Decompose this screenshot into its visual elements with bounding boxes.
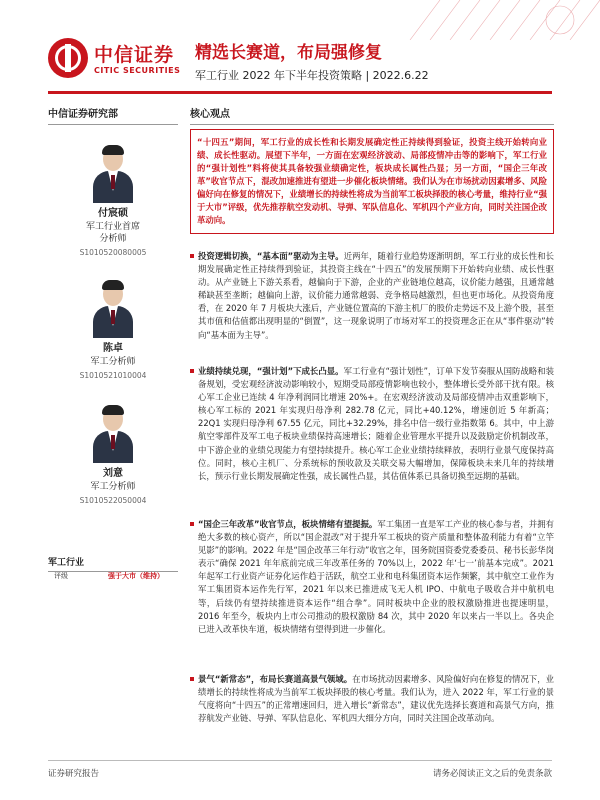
rating-key: 评级 — [54, 572, 68, 580]
header-divider — [48, 91, 552, 94]
analyst-title: 分析师 — [99, 234, 127, 244]
research-dept-title: 中信证券研究部 — [48, 105, 178, 125]
report-subtitle: 军工行业 2022 年下半年投资策略 | 2022.6.22 — [195, 69, 429, 82]
logo-en-text: CITIC SECURITIES — [94, 66, 181, 75]
footer-disclaimer-text: 请务必阅读正文之后的免责条款 — [432, 769, 552, 779]
bullet-icon — [190, 369, 194, 373]
citic-logo-icon — [48, 38, 88, 78]
analyst-license-id: S1010521010004 — [79, 371, 147, 380]
logo-cn-text: 中信证券 — [94, 44, 175, 66]
point-lead: 景气“新常态”，布局长赛道高景气领域。 — [198, 674, 353, 684]
bullet-icon — [190, 254, 194, 258]
analyst-title: 军工分析师 — [90, 482, 136, 492]
bullet-icon — [190, 522, 194, 526]
key-point — [190, 673, 554, 725]
point-text: 在市场扰动因素增多、风险偏好向在修复的情况下，业绩增长的持续性将成为当前军工板块择股的核心考量。我们认为，进入 2022 年，军工行业的景气度将向“十四五”的正常增速回归，进入增长“新常态”，建议优先选择长赛道和高景气方向，推荐航发产业链、导弹、军队信息化、军机四大细分方向，同时关注国企改革动向。 — [198, 674, 555, 724]
key-point — [190, 365, 554, 483]
analyst-license-id: S1010520080005 — [79, 248, 147, 257]
bullet-icon — [190, 677, 194, 681]
section-title: 核心观点 — [190, 105, 554, 125]
point-text: 近两年，随着行业趋势逐渐明朗，军工行业的成长性和长期发展确定性正持续得到验证，其投资主线在“十四五”的发展预期下开始转向业绩、成长性驱动。从产业链上下游关系看，越偏向于下游，企业的产业链地位越高，议价能力越强，且通常越稀缺甚至垄断；越偏向上游，议价能力通常越弱、竞争格局越激烈，但也更市场化。从投资角度看，在 2020 年 7 月板块大涨后，产业链位置高的下游主机厂的股价走势远不及上游个股，甚至其市值和估值都出现明显的“倒置”，这一现象说明了市场对军工的投资理念正在从“事件驱动”转向“基本面为主导”。 — [198, 251, 554, 340]
sector-label: 军工行业 — [48, 555, 178, 572]
report-header — [0, 0, 600, 100]
analyst-title: 军工行业首席 — [85, 222, 140, 232]
analyst-license-id: S1010522050004 — [79, 496, 147, 505]
point-lead: 投资逻辑切换，“基本面”驱动为主导。 — [198, 251, 344, 261]
point-text: 军工集团一直是军工产业的核心参与者，并拥有绝大多数的核心资产，所以“国企混改”对于提升军工板块的资产质量和整体盈利能力有着“立竿见影”的影响。2022 年是“国企改革三年行动”收官之年，国务院国资委党委委员、秘书长彭华岗表示“确保 2021 年年底前完成三年改革任务的 70%以上，2022 年‘七一’前基本完成”。2021 年起军工行业资产证券化运作趋于活跃，航空工业和电科集团资本运作频繁，其中航空工业作为军工集团资本运作先行军，2021 年以来已推进成飞无人机 IPO、中航电子吸收合并中航机电等，后续仍有望持续推进资本运作“组合拳”。同时板块中企业的股权激励推进也提速明显，2016 年至今，板块内上市公司推动的股权激励 84 次，其中 2020 年以来占一半以上。各央企已进入改革快车道，板块情绪有望得到进一步催化。 — [198, 519, 554, 634]
rating-value: 强于大市（维持） — [108, 572, 164, 580]
analyst-photo-icon — [91, 145, 135, 203]
summary-box: “十四五”期间，军工行业的成长性和长期发展确定性正持续得到验证，投资主线开始转向业绩、成长性驱动。展望下半年，一方面在宏观经济波动、局部疫情冲击等的影响下，军工行业的“强计划性”料将使其具备较强业绩确定性，板块成长属性凸显；另一方面，“国企三年改革”收官节点下，混改加速推进有望进一步催化板块情绪。我们认为在市场扰动因素增多、风险偏好向在修复的情况下，业绩增长的持续性将成为当前军工板块择股的核心考量，维持行业“强于大市”评级，优先推荐航空发动机、导弹、军队信息化、军机四个产业方向，同时关注国企改革动向。 — [190, 129, 554, 234]
footer-left-text: 证券研究报告 — [48, 769, 100, 779]
analyst-name: 付宸硕 — [98, 208, 128, 219]
key-point — [190, 518, 554, 636]
analyst-card — [48, 280, 178, 381]
point-lead: “国企三年改革”收官节点，板块情绪有望提振。 — [198, 519, 378, 529]
analyst-name: 刘意 — [103, 468, 123, 479]
citic-logo — [48, 38, 188, 84]
decorative-pattern-icon — [400, 0, 600, 40]
analyst-photo-icon — [91, 405, 135, 463]
analyst-sidebar — [48, 105, 178, 755]
point-lead: 业绩持续兑现，“强计划”下成长凸显。 — [198, 366, 344, 376]
main-content — [190, 105, 554, 765]
analyst-photo-icon — [91, 280, 135, 338]
report-title: 精选长赛道，布局强修复 — [195, 43, 382, 63]
analyst-name: 陈卓 — [103, 343, 123, 354]
analyst-card — [48, 405, 178, 506]
point-text: 军工行业有“强计划性”，订单下发节奏服从国防战略和装备规划，受宏观经济波动影响较小，短期受局部疫情影响也较小，整体增长受外部干扰有限。核心军工企业已连续 4 年净利润同比增速 20%+。在宏观经济波动及局部疫情冲击双重影响下，核心军工标的 2021 年实现归母净利 282.78 亿元，同比+40.12%，增速创近 5 年新高；22Q1 实现归母净利 67.55 亿元，同比+32.29%，排名中信一级行业指数第 6。其中，中上游航空零部件及军工电子板块业绩保持高速增长；随着企业管理水平提升以及鼓励定价机制改革，中下游企业的业绩兑现能力有望持续提升。核心军工企业业绩持续释放，表明行业景气度保持高位。同时，核心主机厂、分系统标的预收款及关联交易大幅增加，保障板块未来几年的持续增长，预示行业长期发展确定性强，成长属性凸显，其估值体系已具备切换至远期的基础。 — [198, 366, 554, 481]
analyst-card — [48, 145, 178, 258]
key-point — [190, 250, 554, 342]
analyst-title: 军工分析师 — [90, 357, 136, 367]
page-footer — [48, 760, 552, 790]
